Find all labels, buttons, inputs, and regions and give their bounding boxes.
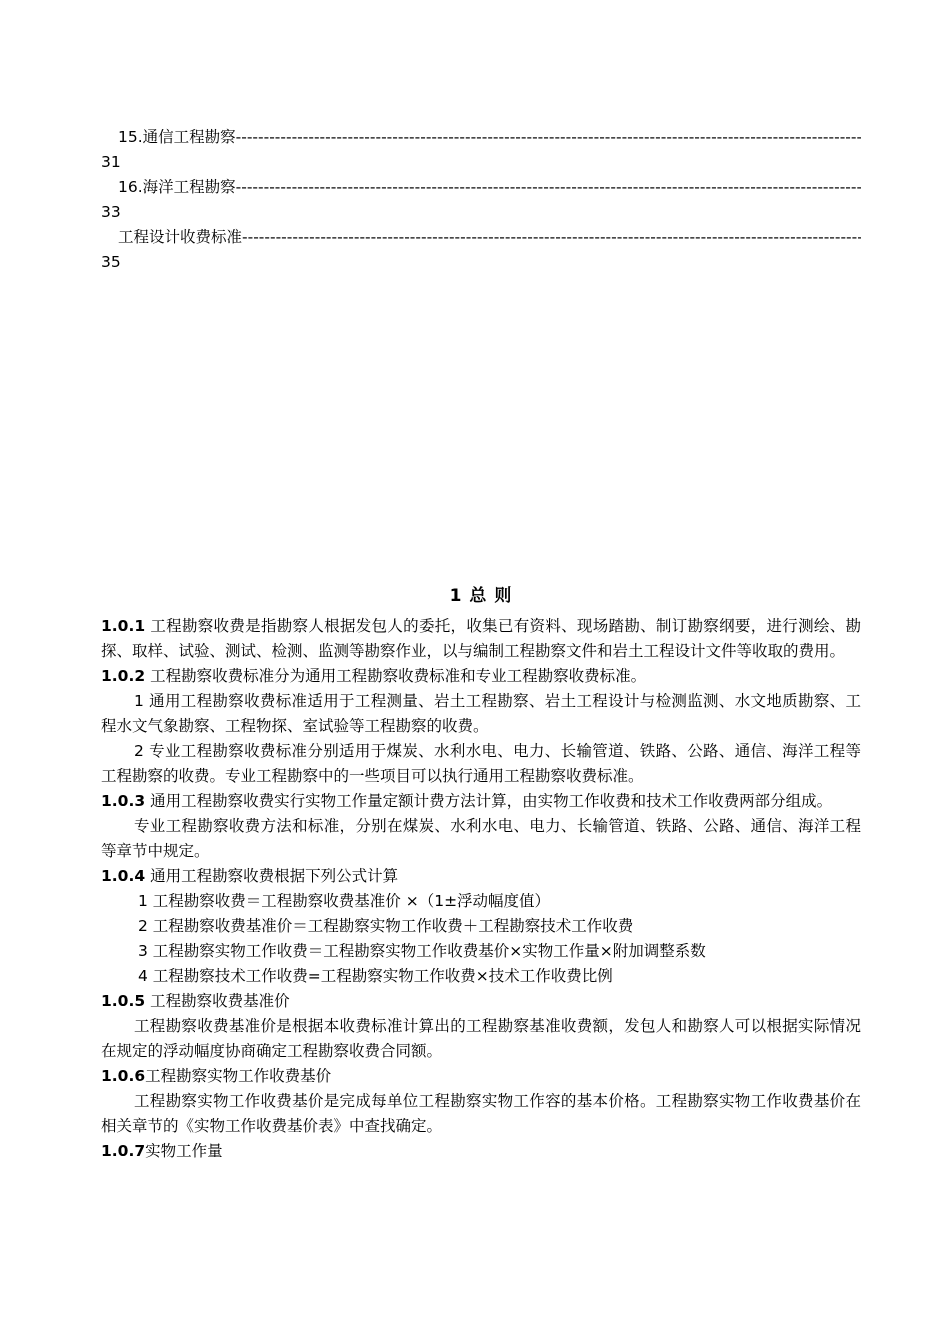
clause-number: 1.0.1: [101, 617, 146, 635]
formula-4: 4 工程勘察技术工作收费=工程勘察实物工作收费×技术工作收费比例: [138, 967, 613, 985]
clause-1-0-6: [101, 1064, 861, 1089]
clause-number: 1.0.3: [101, 792, 146, 810]
formula-2: 2 工程勘察收费基准价＝工程勘察实物工作收费＋工程勘察技术工作收费: [138, 917, 634, 935]
chapter-title: 1 总 则: [449, 586, 513, 606]
clause-number: 1.0.4: [101, 867, 146, 885]
chapter-general-provisions: [101, 584, 861, 1164]
clause-text: 实物工作量: [145, 1142, 223, 1160]
clause-text: 工程勘察收费基准价: [145, 992, 290, 1010]
table-of-contents: [101, 125, 861, 275]
clause-1-0-2-item-2: 2 专业工程勘察收费标准分别适用于煤炭、水利水电、电力、长输管道、铁路、公路、通信、海洋工程等工程勘察的收费。专业工程勘察中的一些项目可以执行通用工程勘察收费标准。: [101, 742, 861, 785]
toc-entry-design-fee[interactable]: [101, 225, 861, 275]
toc-entry-title: 工程设计收费标准: [118, 228, 243, 246]
clause-1-0-5-paragraph: 工程勘察收费基准价是根据本收费标准计算出的工程勘察基准收费额，发包人和勘察人可以根据实际情况在规定的浮动幅度协商确定工程勘察收费合同额。: [101, 1017, 861, 1060]
clause-text: 通用工程勘察收费实行实物工作量定额计费方法计算，由实物工作收费和技术工作收费两部分组成。: [145, 792, 833, 810]
clause-1-0-2: [101, 664, 861, 689]
clause-1-0-3-paragraph: 专业工程勘察收费方法和标准，分别在煤炭、水利水电、电力、长输管道、铁路、公路、通信、海洋工程等章节中规定。: [101, 817, 861, 860]
clause-1-0-1: [101, 614, 861, 664]
toc-entry-16[interactable]: [101, 175, 861, 225]
clause-1-0-5: [101, 989, 861, 1014]
formula-1: 1 工程勘察收费＝工程勘察收费基准价 ×（1±浮动幅度值）: [138, 892, 551, 910]
formula-3: 3 工程勘察实物工作收费＝工程勘察实物工作收费基价×实物工作量×附加调整系数: [138, 942, 706, 960]
clause-number: 1.0.2: [101, 667, 146, 685]
toc-entry-page: 33: [101, 203, 121, 221]
toc-entry-page: 35: [101, 253, 121, 271]
toc-leader: [236, 175, 861, 200]
clause-text: 通用工程勘察收费根据下列公式计算: [145, 867, 399, 885]
clause-1-0-2-item-1: 1 通用工程勘察收费标准适用于工程测量、岩土工程勘察、岩土工程设计与检测监测、水文地质勘察、工程水文气象勘察、工程物探、室试验等工程勘察的收费。: [101, 692, 861, 735]
clause-text: 工程勘察收费是指勘察人根据发包人的委托，收集已有资料、现场踏勘、制订勘察纲要，进行测绘、勘探、取样、试验、测试、检测、监测等勘察作业，以与编制工程勘察文件和岩土工程设计文件等收取的费用。: [101, 617, 861, 660]
clause-1-0-6-paragraph: 工程勘察实物工作收费基价是完成每单位工程勘察实物工作容的基本价格。工程勘察实物工作收费基价在相关章节的《实物工作收费基价表》中查找确定。: [101, 1092, 861, 1135]
clause-1-0-3: [101, 789, 861, 814]
clause-number: 1.0.7: [101, 1142, 146, 1160]
toc-leader: [242, 225, 861, 250]
toc-entry-title: 15.通信工程勘察: [118, 128, 236, 146]
clause-text: 工程勘察收费标准分为通用工程勘察收费标准和专业工程勘察收费标准。: [145, 667, 647, 685]
clause-text: 工程勘察实物工作收费基价: [145, 1067, 332, 1085]
toc-leader: [236, 125, 861, 150]
clause-number: 1.0.5: [101, 992, 146, 1010]
clause-1-0-7: [101, 1139, 861, 1164]
toc-entry-title: 16.海洋工程勘察: [118, 178, 236, 196]
clause-number: 1.0.6: [101, 1067, 146, 1085]
toc-entry-15[interactable]: [101, 125, 861, 175]
clause-1-0-4: [101, 864, 861, 889]
toc-entry-page: 31: [101, 153, 121, 171]
